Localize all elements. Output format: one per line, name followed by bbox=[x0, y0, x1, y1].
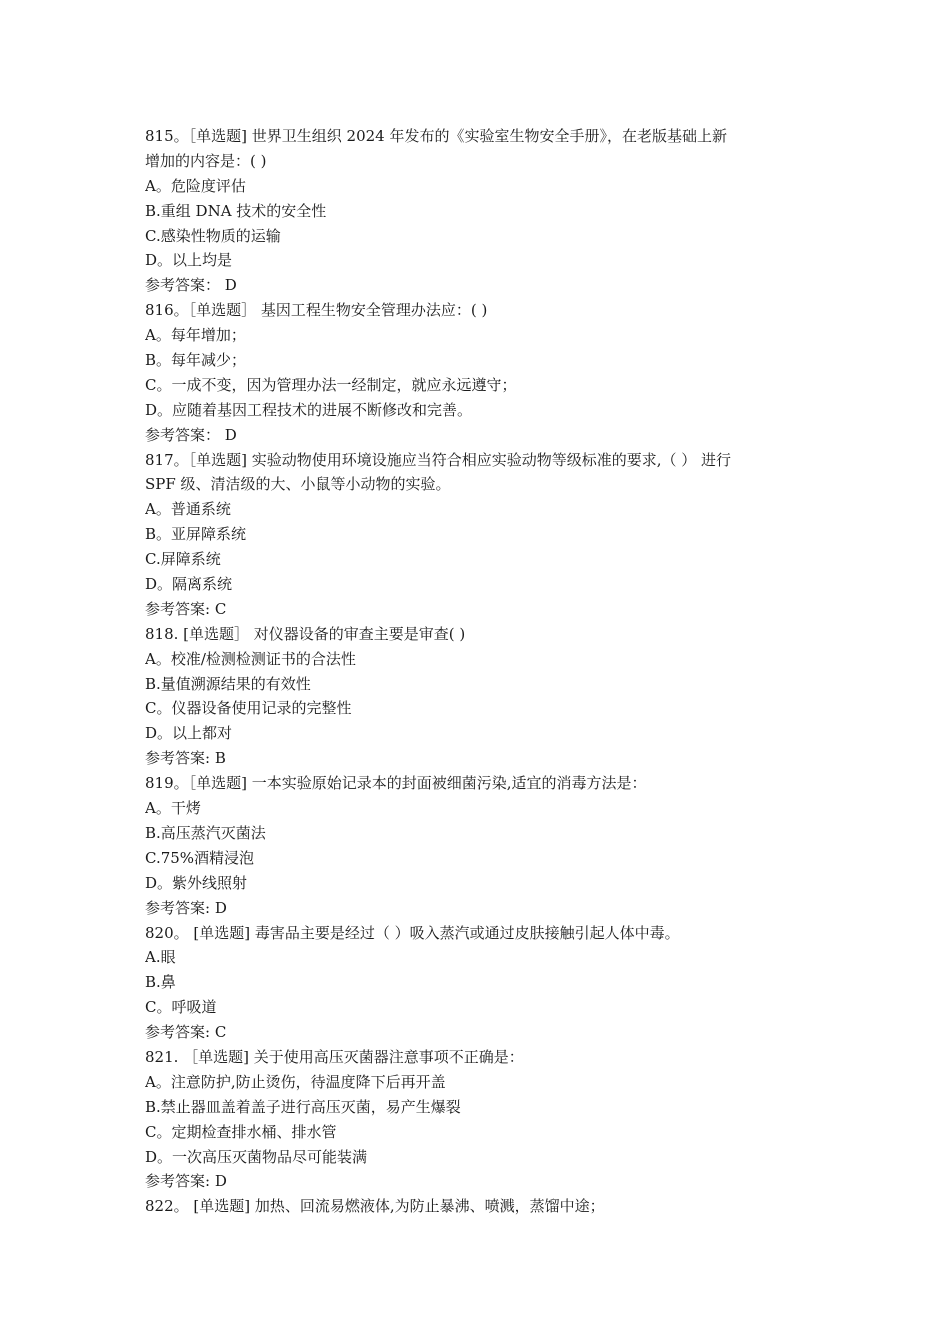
text-line: C。定期检查排水桶、排水管 bbox=[145, 1122, 337, 1141]
text-line: C.屏障系统 bbox=[145, 550, 221, 569]
text-line: C.感染性物质的运输 bbox=[145, 226, 281, 245]
text-line: D。以上都对 bbox=[145, 724, 233, 743]
text-line: B。每年减少； bbox=[145, 351, 247, 370]
text-line: D。紫外线照射 bbox=[145, 873, 248, 892]
text-line: B.禁止器皿盖着盖子进行高压灭菌，易产生爆裂 bbox=[145, 1097, 461, 1116]
text-line: 816。［单选题］ 基因工程生物安全管理办法应：( ) bbox=[145, 301, 488, 320]
text-line: A。校准/检测检测证书的合法性 bbox=[145, 649, 356, 668]
text-line: 参考答案: C bbox=[145, 599, 227, 618]
text-line: C。仪器设备使用记录的完整性 bbox=[145, 699, 352, 718]
text-line: A。每年增加； bbox=[145, 326, 246, 345]
text-line: 818. [单选题］ 对仪器设备的审查主要是审查( ) bbox=[145, 624, 466, 643]
text-line: A。普通系统 bbox=[145, 500, 231, 519]
text-line: C.75%酒精浸泡 bbox=[145, 848, 255, 867]
text-line: A。干烤 bbox=[145, 799, 201, 818]
text-line: C。一成不变，因为管理办法一经制定，就应永远遵守； bbox=[145, 375, 517, 394]
text-line: 参考答案: D bbox=[145, 898, 227, 917]
text-line: D。应随着基因工程技术的进展不断修改和完善。 bbox=[145, 400, 473, 419]
text-line: C。呼吸道 bbox=[145, 998, 217, 1017]
text-line: 820。 [单选题] 毒害品主要是经过（ ）吸入蒸汽或通过皮肤接触引起人体中毒。 bbox=[145, 923, 680, 942]
text-line: SPF 级、清洁级的大、小鼠等小动物的实验。 bbox=[145, 475, 451, 494]
text-line: B.鼻 bbox=[145, 973, 176, 992]
text-line: A。注意防护,防止烫伤，待温度降下后再开盖 bbox=[145, 1072, 446, 1091]
text-line: 参考答案： D bbox=[145, 276, 237, 295]
text-line: A。危险度评估 bbox=[145, 176, 246, 195]
text-line: 参考答案: B bbox=[145, 749, 226, 768]
text-line: 822。 [单选题] 加热、回流易燃液体,为防止暴沸、喷溅，蒸馏中途； bbox=[145, 1197, 605, 1216]
text-line: 参考答案： D bbox=[145, 425, 237, 444]
text-line: B。亚屏障系统 bbox=[145, 525, 247, 544]
text-line: B.高压蒸汽灭菌法 bbox=[145, 823, 266, 842]
text-line: 815。［单选题] 世界卫生组织 2024 年发布的《实验室生物安全手册》，在老版基础上新 bbox=[145, 127, 727, 145]
text-line: 821. ［单选题] 关于使用高压灭菌器注意事项不正确是： bbox=[145, 1047, 524, 1066]
text-line: 817。［单选题] 实验动物使用环境设施应当符合相应实验动物等级标准的要求,（ ） 进行 bbox=[145, 450, 732, 469]
text-line: 参考答案: D bbox=[145, 1172, 227, 1191]
text-line: 参考答案: C bbox=[145, 1023, 227, 1042]
text-line: D。隔离系统 bbox=[145, 575, 233, 594]
text-line: D。一次高压灭菌物品尽可能装满 bbox=[145, 1147, 368, 1166]
text-line: B.量值溯源结果的有效性 bbox=[145, 674, 311, 693]
text-line: 819。［单选题] 一本实验原始记录本的封面被细菌污染,适宜的消毒方法是： bbox=[145, 774, 647, 793]
text-line: D。以上均是 bbox=[145, 251, 233, 270]
document-body bbox=[145, 124, 815, 1219]
text-line: 增加的内容是：( ) bbox=[145, 151, 267, 170]
text-line: B.重组 DNA 技术的安全性 bbox=[145, 201, 327, 220]
text-line: A.眼 bbox=[145, 948, 176, 967]
